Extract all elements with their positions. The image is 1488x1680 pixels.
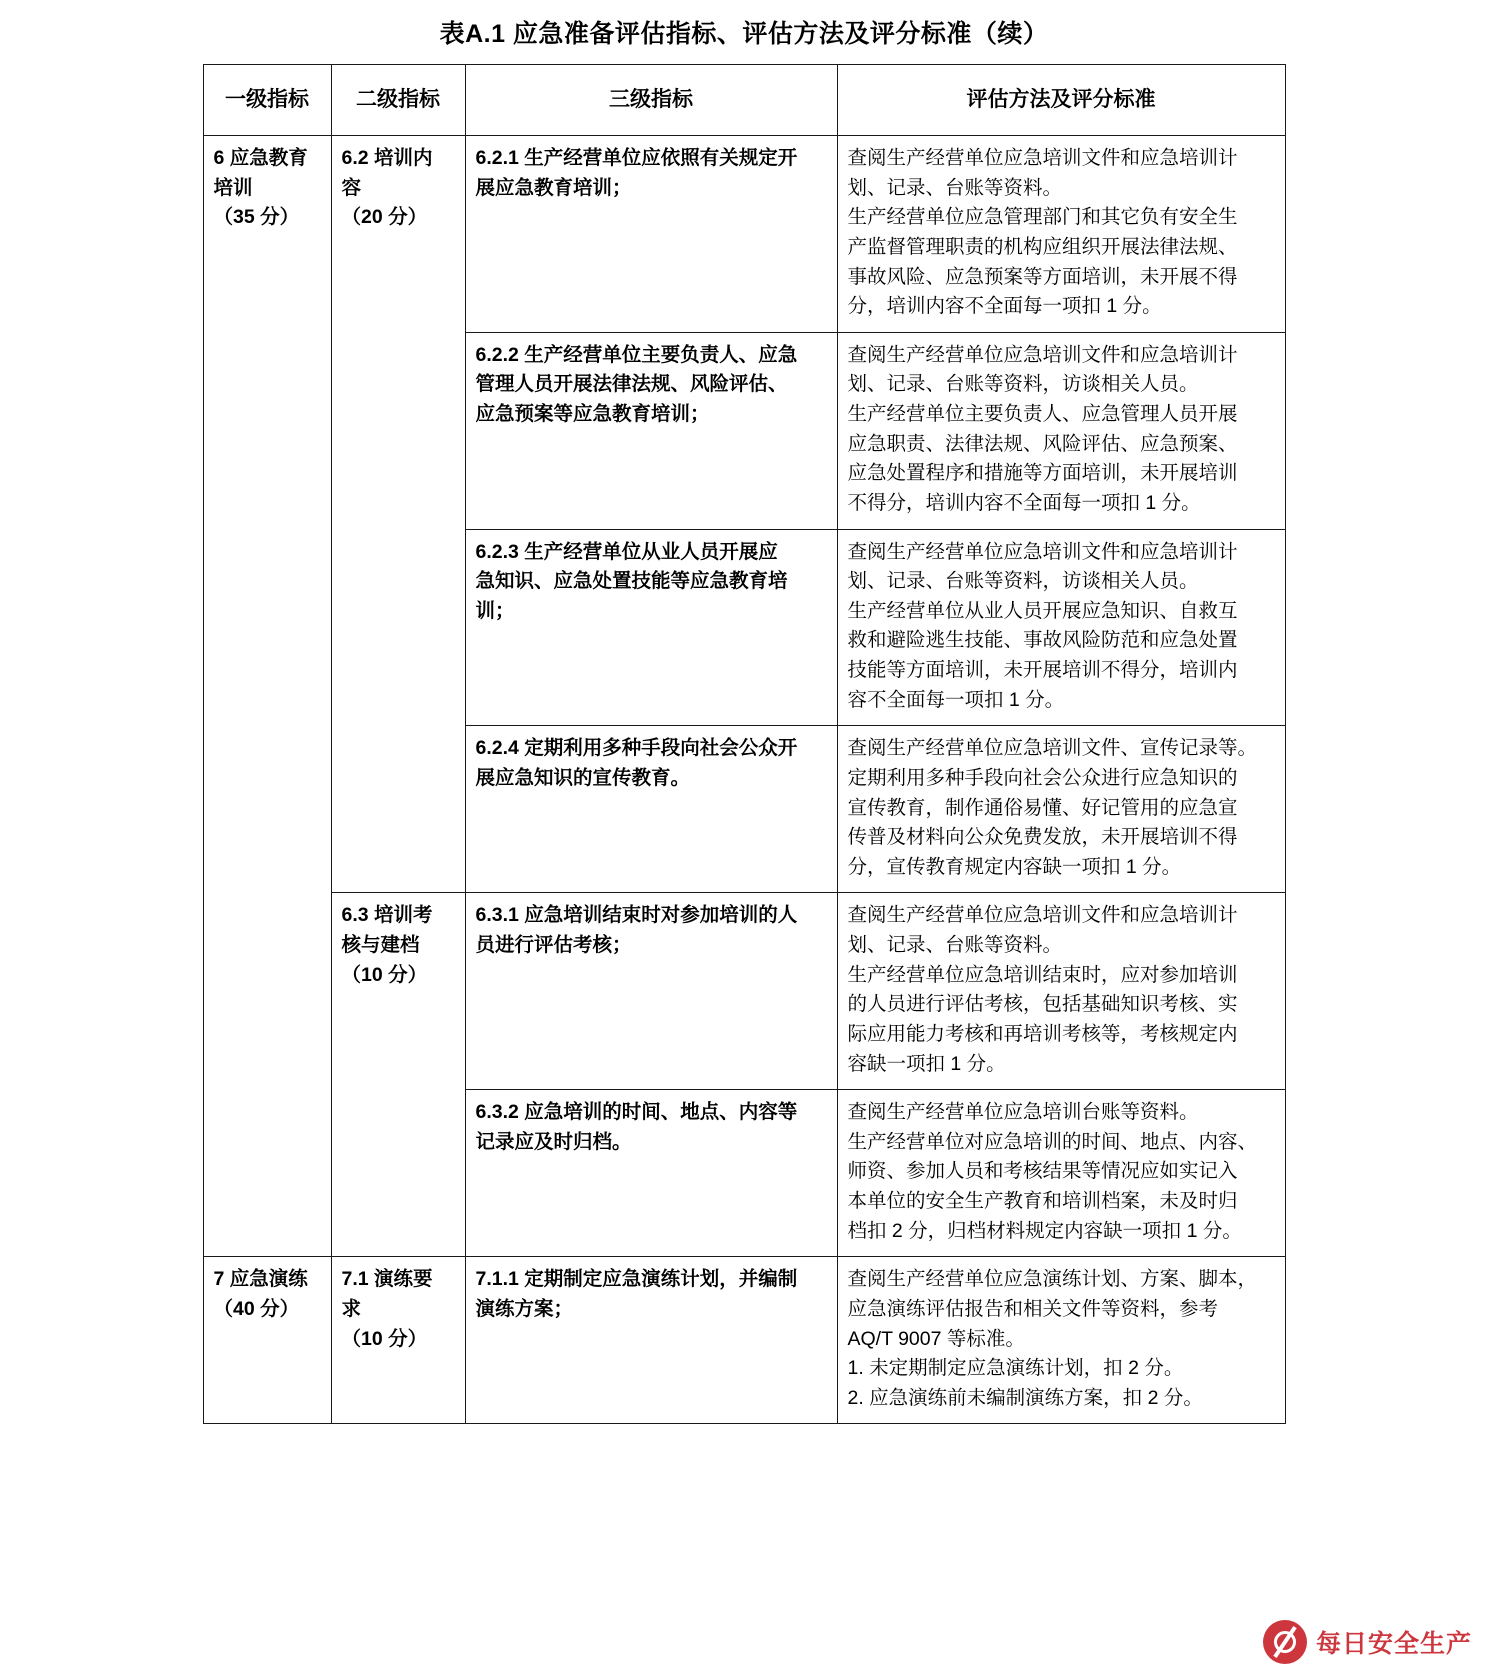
- level3-indicator-6-2-1: [465, 136, 837, 333]
- level3-line: 展应急知识的宣传教育。: [475, 766, 691, 789]
- method-line: 划、记录、台账等资料。: [847, 176, 1063, 199]
- level2-line: 核与建档: [341, 934, 420, 956]
- level3-indicator-6-3-2: [465, 1090, 837, 1257]
- table-row: [203, 893, 1285, 1090]
- method-line: 生产经营单位应急培训结束时，应对参加培训: [847, 963, 1238, 986]
- header-method: 评估方法及评分标准: [837, 65, 1285, 136]
- method-6-2-3: [837, 529, 1285, 726]
- method-line: 宣传教育，制作通俗易懂、好记管用的应急宣: [847, 796, 1238, 819]
- method-line: 查阅生产经营单位应急培训文件和应急培训计: [847, 540, 1238, 563]
- method-line: 生产经营单位从业人员开展应急知识、自救互: [847, 599, 1238, 622]
- method-6-2-1: [837, 136, 1285, 333]
- level2-line: 容: [341, 176, 362, 199]
- method-6-2-2: [837, 332, 1285, 529]
- method-6-3-1: [837, 893, 1285, 1090]
- method-line: 生产经营单位主要负责人、应急管理人员开展: [847, 403, 1238, 425]
- level1-line: （40 分）: [213, 1297, 300, 1320]
- level2-line: （10 分）: [341, 963, 428, 986]
- level3-line: 6.3.2 应急培训的时间、地点、内容等: [475, 1101, 798, 1124]
- method-line: 生产经营单位应急管理部门和其它负有安全生: [847, 206, 1238, 229]
- method-6-2-4: [837, 726, 1285, 893]
- header-level2: 二级指标: [331, 65, 465, 136]
- watermark-label: 每日安全生产: [1315, 1630, 1472, 1658]
- level3-line: 6.2.3 生产经营单位从业人员开展应: [475, 540, 778, 563]
- method-line: 2. 应急演练前未编制演练方案，扣 2 分。: [847, 1386, 1203, 1409]
- level1-line: 6 应急教育: [213, 147, 308, 169]
- method-line: 分，宣传教育规定内容缺一项扣 1 分。: [847, 855, 1182, 878]
- level3-line: 管理人员开展法律法规、风险评估、: [475, 373, 788, 396]
- level2-line: 7.1 演练要: [341, 1268, 433, 1291]
- method-line: 际应用能力考核和再培训考核等，考核规定内: [847, 1022, 1238, 1045]
- level3-line: 员进行评估考核；: [475, 934, 632, 956]
- method-line: 档扣 2 分，归档材料规定内容缺一项扣 1 分。: [847, 1219, 1242, 1242]
- method-line: 产监督管理职责的机构应组织开展法律法规、: [847, 235, 1238, 258]
- level3-indicator-6-2-2: [465, 332, 837, 529]
- method-line: 查阅生产经营单位应急培训文件和应急培训计: [847, 904, 1238, 927]
- level1-line: 培训: [213, 176, 253, 199]
- method-line: 划、记录、台账等资料，访谈相关人员。: [847, 373, 1199, 396]
- watermark: [1263, 1620, 1472, 1664]
- method-line: 查阅生产经营单位应急培训文件和应急培训计: [847, 343, 1238, 366]
- method-6-3-2: [837, 1090, 1285, 1257]
- method-line: 不得分，培训内容不全面每一项扣 1 分。: [847, 491, 1201, 514]
- assessment-table: [203, 64, 1286, 1424]
- page-title: 表A.1 应急准备评估指标、评估方法及评分标准（续）: [439, 20, 1049, 48]
- table-row: [203, 1257, 1285, 1424]
- level3-line: 7.1.1 定期制定应急演练计划，并编制: [475, 1268, 798, 1291]
- method-line: 救和避险逃生技能、事故风险防范和应急处置: [847, 629, 1238, 652]
- level1-indicator-6: [203, 136, 331, 1257]
- method-line: 的人员进行评估考核，包括基础知识考核、实: [847, 993, 1238, 1016]
- method-line: 划、记录、台账等资料，访谈相关人员。: [847, 570, 1199, 593]
- safety-logo-icon: [1263, 1620, 1307, 1664]
- method-line: 应急演练评估报告和相关文件等资料，参考: [847, 1297, 1219, 1320]
- level3-line: 6.3.1 应急培训结束时对参加培训的人: [475, 904, 798, 927]
- method-line: 本单位的安全生产教育和培训档案，未及时归: [847, 1190, 1238, 1212]
- level3-line: 急知识、应急处置技能等应急教育培: [475, 570, 788, 593]
- level2-line: （10 分）: [341, 1327, 428, 1350]
- level3-line: 6.2.4 定期利用多种手段向社会公众开: [475, 737, 798, 760]
- method-line: 划、记录、台账等资料。: [847, 934, 1063, 956]
- level3-indicator-6-3-1: [465, 893, 837, 1090]
- level3-line: 应急预案等应急教育培训；: [475, 403, 710, 425]
- level3-line: 6.2.1 生产经营单位应依照有关规定开: [475, 147, 798, 169]
- method-line: 生产经营单位对应急培训的时间、地点、内容、: [847, 1130, 1258, 1153]
- method-line: 师资、参加人员和考核结果等情况应如实记入: [847, 1160, 1238, 1183]
- level2-indicator-6-2: [331, 136, 465, 893]
- level3-line: 记录应及时归档。: [475, 1130, 632, 1153]
- method-line: 1. 未定期制定应急演练计划，扣 2 分。: [847, 1357, 1184, 1380]
- level2-line: 6.2 培训内: [341, 147, 433, 169]
- level1-indicator-7: [203, 1257, 331, 1424]
- method-line: AQ/T 9007 等标准。: [847, 1327, 1025, 1350]
- method-line: 容缺一项扣 1 分。: [847, 1052, 1006, 1075]
- level2-line: 求: [341, 1297, 362, 1320]
- method-line: 容不全面每一项扣 1 分。: [847, 688, 1065, 711]
- level3-line: 6.2.2 生产经营单位主要负责人、应急: [475, 343, 798, 366]
- method-line: 技能等方面培训，未开展培训不得分，培训内: [847, 659, 1238, 681]
- table-header-row: [203, 65, 1285, 136]
- level3-indicator-7-1-1: [465, 1257, 837, 1424]
- method-line: 查阅生产经营单位应急培训文件和应急培训计: [847, 147, 1238, 169]
- level2-indicator-6-3: [331, 893, 465, 1257]
- header-level1: 一级指标: [203, 65, 331, 136]
- method-line: 传普及材料向公众免费发放，未开展培训不得: [847, 826, 1238, 849]
- method-line: 查阅生产经营单位应急培训台账等资料。: [847, 1101, 1199, 1124]
- level3-line: 展应急教育培训；: [475, 176, 632, 199]
- level1-line: 7 应急演练: [213, 1268, 308, 1291]
- level2-indicator-7-1: [331, 1257, 465, 1424]
- method-line: 查阅生产经营单位应急演练计划、方案、脚本，: [847, 1268, 1258, 1291]
- method-7-1-1: [837, 1257, 1285, 1424]
- level2-line: 6.3 培训考: [341, 904, 433, 927]
- level1-line: （35 分）: [213, 206, 300, 229]
- level3-line: 训；: [475, 599, 515, 622]
- method-line: 应急处置程序和措施等方面培训，未开展培训: [847, 462, 1238, 485]
- level3-line: 演练方案；: [475, 1297, 574, 1320]
- header-level3: 三级指标: [465, 65, 837, 136]
- level3-indicator-6-2-3: [465, 529, 837, 726]
- method-line: 定期利用多种手段向社会公众进行应急知识的: [847, 766, 1238, 789]
- method-line: 事故风险、应急预案等方面培训，未开展不得: [847, 265, 1238, 288]
- method-line: 查阅生产经营单位应急培训文件、宣传记录等。: [847, 737, 1258, 760]
- method-line: 分，培训内容不全面每一项扣 1 分。: [847, 295, 1162, 318]
- level2-line: （20 分）: [341, 206, 428, 229]
- table-row: [203, 136, 1285, 333]
- level3-indicator-6-2-4: [465, 726, 837, 893]
- method-line: 应急职责、法律法规、风险评估、应急预案、: [847, 432, 1238, 455]
